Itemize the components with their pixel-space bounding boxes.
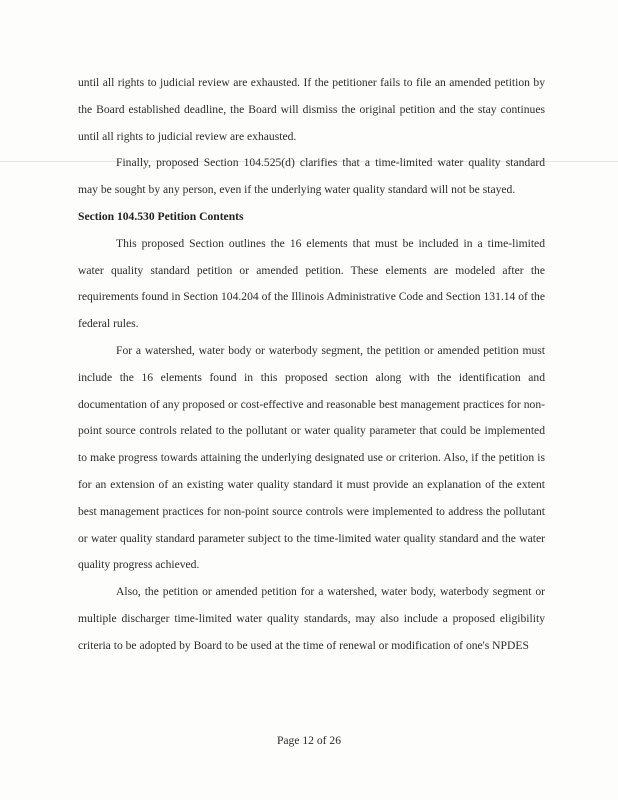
paragraph-finally: Finally, proposed Section 104.525(d) clarifies that a time-limited water quality standard may be sought by any person, even if the underlying water quality standard will not be stayed. [78,156,545,197]
section-heading: Section 104.530 Petition Contents [78,209,244,223]
paragraph-section-outline: This proposed Section outlines the 16 elements that must be included in a time-limited water quality standard petition or amended petition. These elements are modeled after the requirements found in Section 104.204 of the Illinois Administrative Code and Section 131.14 of the federal rules. [78,236,545,331]
page-number-footer: Page 12 of 26 [276,734,342,747]
document-body [78,70,545,660]
paragraph-eligibility: Also, the petition or amended petition for a watershed, water body, waterbody segment or multiple discharger time-limited water quality standards, may also include a proposed eligibility criteria to be adopted by Board to be used at the time of renewal or modification of one's NPDES [78,585,545,652]
paragraph-watershed: For a watershed, water body or waterbody segment, the petition or amended petition must include the 16 elements found in this proposed section along with the identification and documentation of any proposed or cost-effective and reasonable best management practices for non-point source controls related to the pollutant or water quality parameter that could be implemented to make progress towards attaining the underlying designated use or criterion. Also, if the petition is for an extension of an existing water quality standard it must provide an explanation of the extent best management practices for non-point source controls were implemented to address the pollutant or water quality standard parameter subject to the time-limited water quality standard and the water quality progress achieved. [78,343,545,572]
paragraph-judicial-review: until all rights to judicial review are exhausted. If the petitioner fails to file an amended petition by the Board established deadline, the Board will dismiss the original petition and the stay continues until all rights to judicial review are exhausted. [78,76,545,143]
